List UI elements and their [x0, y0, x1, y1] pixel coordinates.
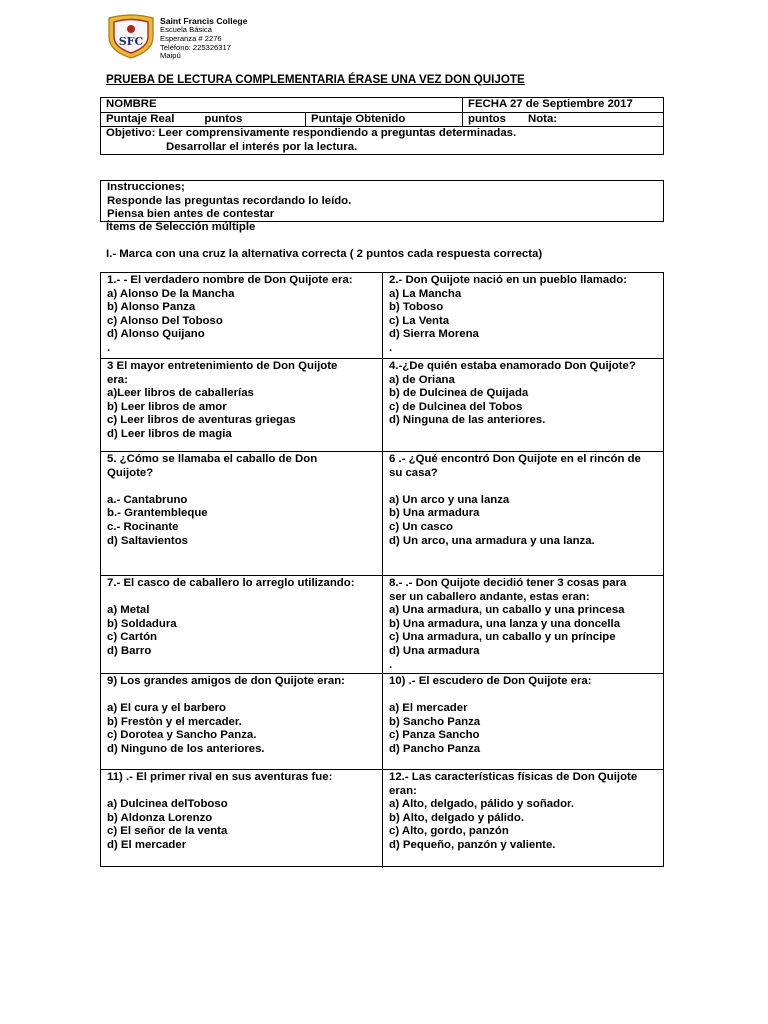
- question-row: [101, 576, 663, 674]
- question-text: 3 El mayor entretenimiento de Don Quijote: [107, 360, 338, 372]
- grade-label: Nota:: [527, 113, 558, 125]
- question-12: [383, 770, 665, 868]
- question-row: [101, 273, 663, 359]
- grade-cell: [463, 113, 665, 126]
- question-text-line: era:: [107, 373, 128, 386]
- answer-option[interactable]: d) El mercader: [107, 838, 187, 851]
- question-5: [101, 452, 383, 575]
- answer-option[interactable]: c) Una armadura, un caballo y un príncipe: [389, 631, 616, 644]
- document-title: PRUEBA DE LECTURA COMPLEMENTARIA ÉRASE UNA VEZ DON QUIJOTE: [106, 73, 525, 86]
- answer-option[interactable]: c) Cartón: [107, 631, 157, 644]
- question-text-line: ser un caballero andante, estas eran:: [389, 590, 590, 603]
- question-text: 8.- .- Don Quijote decidió tener 3 cosas para: [389, 577, 627, 589]
- question-6: [383, 452, 665, 575]
- answer-option[interactable]: d) Saltavientos: [107, 534, 189, 547]
- answer-option[interactable]: c) de Dulcinea del Tobos: [389, 400, 523, 413]
- question-text-line: [107, 785, 377, 799]
- answer-option[interactable]: b) Aldonza Lorenzo: [107, 811, 213, 824]
- answer-option[interactable]: a) Dulcinea delToboso: [107, 798, 228, 811]
- question-text-line: [389, 689, 660, 703]
- answer-option[interactable]: c) La Venta: [389, 314, 450, 327]
- answer-option[interactable]: c) El señor de la venta: [107, 825, 228, 838]
- question-10: [383, 674, 665, 769]
- question-text: 9) Los grandes amigos de don Quijote eran:: [107, 675, 345, 687]
- answer-option[interactable]: b) Alto, delgado y pálido.: [389, 811, 524, 824]
- answer-option[interactable]: a) El cura y el barbero: [107, 702, 227, 715]
- school-logo: [106, 13, 156, 59]
- answer-option[interactable]: c) Leer libros de aventuras griegas: [107, 414, 296, 427]
- question-text-line: [107, 480, 377, 494]
- answer-option[interactable]: b) Una armadura, una lanza y una doncella: [389, 617, 621, 630]
- answer-option[interactable]: a) El mercader: [389, 702, 468, 715]
- question-text-line: .: [389, 658, 393, 671]
- shield-icon: [106, 13, 156, 59]
- answer-option[interactable]: a)Leer libros de caballerías: [107, 387, 254, 400]
- logo-letters: SFC: [118, 35, 144, 48]
- instructions-box: [100, 180, 664, 222]
- question-text: 1.- - El verdadero nombre de Don Quijote era:: [107, 274, 353, 286]
- question-text-line: eran:: [389, 784, 417, 797]
- answer-option[interactable]: b) Sancho Panza: [389, 715, 481, 728]
- points-label: puntos: [468, 113, 506, 125]
- question-text-line: [107, 689, 377, 703]
- question-row: [101, 674, 663, 770]
- question-11: [101, 770, 383, 868]
- school-address: [160, 17, 247, 61]
- objective-row: [101, 127, 663, 154]
- answer-option[interactable]: d) Una armadura: [389, 644, 480, 657]
- answer-option[interactable]: b) Leer libros de amor: [107, 400, 227, 413]
- question-2: [383, 273, 665, 358]
- answer-option[interactable]: b) Soldadura: [107, 617, 177, 630]
- date-field: FECHA 27 de Septiembre 2017: [468, 98, 633, 110]
- objective-line: Objetivo: Leer comprensivamente respondiendo a preguntas determinadas.: [106, 127, 517, 139]
- school-line: Maipú: [160, 51, 181, 61]
- answer-option[interactable]: a) Un arco y una lanza: [389, 493, 510, 506]
- answer-option[interactable]: a) Alonso De la Mancha: [107, 287, 235, 300]
- question-7: [101, 576, 383, 673]
- question-text: 2.- Don Quijote nació en un pueblo llamado:: [389, 274, 627, 286]
- student-info-table: [100, 97, 664, 155]
- question-text: 12.- Las características físicas de Don Quijote: [389, 771, 638, 783]
- answer-option[interactable]: c) Un casco: [389, 520, 453, 533]
- question-text-line: .: [107, 341, 111, 354]
- question-1: [101, 273, 383, 358]
- question-text: 6 .- ¿Qué encontró Don Quijote en el rincón de: [389, 453, 641, 465]
- answer-option[interactable]: a) Una armadura, un caballo y una princesa: [389, 604, 625, 617]
- instructions-heading: Instrucciones;: [107, 181, 185, 193]
- questions-table: [100, 272, 664, 867]
- school-line: Esperanza # 2276: [160, 34, 222, 43]
- question-row: [101, 770, 663, 868]
- answer-option[interactable]: a.- Cantabruno: [107, 493, 188, 506]
- objective-line: Desarrollar el interés por la lectura.: [166, 140, 358, 153]
- answer-option[interactable]: d) Ninguno de los anteriores.: [107, 742, 265, 755]
- obtained-score-label: Puntaje Obtenido: [306, 113, 463, 126]
- answer-option[interactable]: a) La Mancha: [389, 287, 462, 300]
- question-text: 11) .- El primer rival en sus aventuras fue:: [107, 771, 333, 783]
- question-text: 7.- El casco de caballero lo arreglo utilizando:: [107, 577, 355, 589]
- answer-option[interactable]: d) Un arco, una armadura y una lanza.: [389, 534, 595, 547]
- school-name: Saint Francis College: [160, 16, 248, 26]
- question-row: [101, 359, 663, 452]
- question-9: [101, 674, 383, 769]
- answer-option[interactable]: b) Frestòn y el mercader.: [107, 715, 242, 728]
- school-line: Teléfono: 225326317: [160, 42, 231, 52]
- instruction-line: Piensa bien antes de contestar: [107, 208, 275, 221]
- answer-option[interactable]: a) Alto, delgado, pálido y soñador.: [389, 798, 575, 811]
- question-text-line: [107, 591, 377, 605]
- question-8: [383, 576, 665, 673]
- answer-option[interactable]: d) Pequeño, panzón y valiente.: [389, 838, 556, 851]
- school-line: Escuela Básica: [160, 25, 212, 35]
- answer-option[interactable]: c) Alonso Del Toboso: [107, 314, 223, 327]
- points-label: puntos: [204, 113, 243, 125]
- question-text: 10) .- El escudero de Don Quijote era:: [389, 675, 592, 687]
- score-row: [101, 113, 663, 127]
- instruction-line: Responde las preguntas recordando lo leído.: [107, 194, 352, 207]
- answer-option[interactable]: c) Panza Sancho: [389, 729, 480, 742]
- question-3: [101, 359, 383, 451]
- answer-option[interactable]: b.- Grantembleque: [107, 507, 208, 520]
- real-score-label: Puntaje Real: [106, 113, 175, 125]
- answer-option[interactable]: d) Leer libros de magia: [107, 427, 232, 440]
- answer-option[interactable]: b) Una armadura: [389, 507, 480, 520]
- answer-option[interactable]: d) Sierra Morena: [389, 328, 479, 341]
- answer-option[interactable]: d) Barro: [107, 644, 152, 657]
- question-4: [383, 359, 665, 451]
- answer-option[interactable]: d) Pancho Panza: [389, 742, 481, 755]
- question-text-line: Quijote?: [107, 466, 154, 479]
- answer-option[interactable]: c) Dorotea y Sancho Panza.: [107, 729, 257, 742]
- answer-option[interactable]: b) Alonso Panza: [107, 301, 196, 314]
- question-text-line: [389, 480, 660, 494]
- items-type-label: Ítems de Selección múltiple: [106, 221, 256, 233]
- question-text: 4.-¿De quién estaba enamorado Don Quijote?: [389, 360, 636, 372]
- answer-option[interactable]: b) de Dulcinea de Quijada: [389, 387, 529, 400]
- question-text-line: .: [389, 341, 393, 354]
- question-row: [101, 452, 663, 576]
- name-field[interactable]: NOMBRE: [101, 98, 463, 112]
- answer-option[interactable]: a) Metal: [107, 604, 150, 617]
- section-heading: I.- Marca con una cruz la alternativa correcta ( 2 puntos cada respuesta correcta): [106, 248, 543, 260]
- question-text: 5. ¿Cómo se llamaba el caballo de Don: [107, 453, 318, 465]
- answer-option[interactable]: c.- Rocinante: [107, 520, 179, 533]
- name-row: [101, 98, 663, 113]
- answer-option[interactable]: d) Ninguna de las anteriores.: [389, 414, 546, 427]
- answer-option[interactable]: c) Alto, gordo, panzón: [389, 825, 509, 838]
- question-text-line: su casa?: [389, 466, 438, 479]
- answer-option[interactable]: a) de Oriana: [389, 373, 455, 386]
- answer-option[interactable]: b) Toboso: [389, 301, 444, 314]
- real-score-cell: [101, 113, 306, 126]
- answer-option[interactable]: d) Alonso Quijano: [107, 328, 205, 341]
